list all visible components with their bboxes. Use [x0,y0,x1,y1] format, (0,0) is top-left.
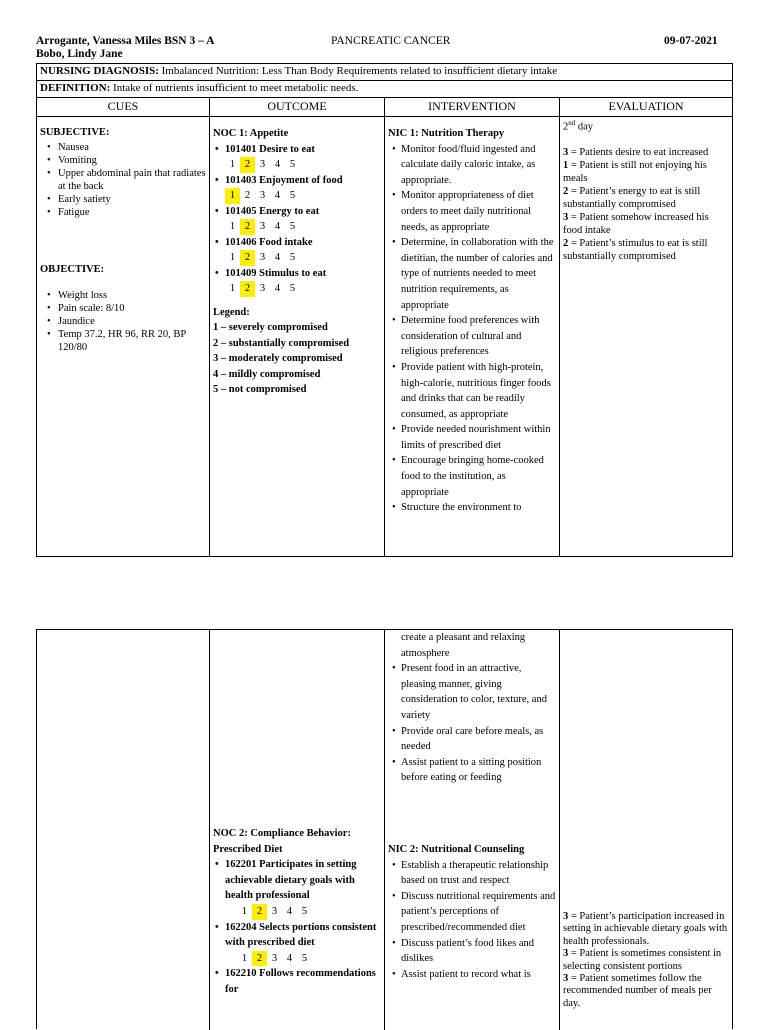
scale-5: 5 [301,905,308,917]
noc1-item-label: 101405 Energy to eat [225,205,320,217]
list-item: • Determine food preferences with consideration of cultural and religious preferences [392,313,556,360]
legend-item: 1 – severely compromised [213,322,328,333]
rating-scale [213,219,381,235]
scale-1: 1 [241,905,248,917]
evaluation-item [563,159,729,185]
list-item: • Structure the environment to [392,500,556,516]
scale-5: 5 [289,221,296,232]
cues-column [37,117,210,556]
evaluation-column [560,117,732,556]
document-date: 09-07-2021 [664,35,718,47]
scale-4: 4 [274,190,281,201]
evaluation-item [563,911,729,948]
legend-title: Legend: [213,306,250,318]
subjective-label: SUBJECTIVE: [40,127,110,138]
nic1-continued-text: create a pleasant and relaxing atmosphere [401,632,526,659]
list-item: • Discuss nutritional requirements and patient’s perceptions of prescribed/recommended diet [392,889,556,936]
scale-3: 3 [259,221,266,232]
scale-4: 4 [286,905,293,917]
noc2-title: NOC 2: Compliance Behavior: [213,828,351,839]
header-cues: CUES [37,98,210,116]
legend-item: 2 – substantially compromised [213,337,350,349]
nursing-diagnosis-row [37,64,732,81]
rating-scale [213,157,381,173]
list-item: • Discuss patient’s food likes and dislikes [392,936,556,967]
evaluation-day [563,117,729,134]
evaluation-item [563,211,729,237]
column-headers [37,98,732,117]
eval-score: 3 [563,911,569,922]
list-item: • Fatigue [40,206,206,219]
intervention-column-continued [385,630,560,1030]
eval-text: = Patient is still not enjoying his meals [563,159,707,184]
list-item: • Present food in an attractive, pleasing manner, giving consideration to color, texture, and variety [392,661,556,723]
cues-column-continued [37,630,210,1030]
scale-2-selected: 2 [240,219,255,235]
day-word: day [577,121,594,133]
intervention-column [385,117,560,556]
scale-1-selected: 1 [225,188,240,204]
noc1-item-label: 101406 Food intake [225,236,313,248]
evaluation-item [563,973,729,1010]
care-plan-table-page-1 [36,63,733,557]
eval-score: 1 [563,159,569,171]
eval-score: 2 [563,185,569,197]
noc2-item [213,920,381,967]
header-evaluation: EVALUATION [608,99,684,113]
noc2-subtitle: Prescribed Diet [213,843,283,855]
scale-2-selected: 2 [252,951,267,967]
legend-item: 4 – mildly compromised [213,368,321,380]
eval-score: 3 [563,948,569,960]
noc1-item [213,204,381,235]
nic2-list [388,858,556,983]
objective-list [40,289,206,354]
scale-2-selected: 2 [252,904,267,920]
list-item: • Monitor food/fluid ingested and calculate daily caloric intake, as appropriate. [392,142,556,189]
care-plan-body-continued [37,630,732,1030]
noc2-list [213,857,381,997]
list-item: • Nausea [40,141,206,154]
scale-5: 5 [301,952,308,964]
list-item: • Weight loss [40,289,206,302]
rating-scale [213,188,381,204]
objective-label: OBJECTIVE: [40,264,105,275]
eval-score: 3 [563,146,569,158]
definition-text: Intake of nutrients insufficient to meet metabolic needs. [113,82,359,94]
nursing-diagnosis-label: NURSING DIAGNOSIS: [40,65,159,77]
list-item: • Temp 37.2, HR 96, RR 20, BP 120/80 [40,328,206,354]
header-intervention: INTERVENTION [385,98,560,116]
scale-5: 5 [289,190,296,201]
scale-1: 1 [229,252,236,263]
list-item: • Pain scale: 8/10 [40,302,206,315]
list-item: • Encourage bringing home-cooked food to the institution, as appropriate [392,453,556,500]
nic1-list [388,142,556,516]
noc1-title: NOC 1: Appetite [213,128,289,139]
scale-4: 4 [274,283,281,294]
scale-4: 4 [274,252,281,263]
noc1-item [213,235,381,266]
noc1-list [213,142,381,297]
noc2-item-label: 162201 Participates in setting achievable dietary goals with health professional [225,859,357,902]
noc2-item-label: 162204 Selects portions consistent with prescribed diet [225,921,377,949]
scale-3: 3 [271,952,278,964]
list-item: • Assist patient to record what is [392,967,556,983]
list-item: • Jaundice [40,315,206,328]
list-item: • Monitor appropriateness of diet orders to meet daily nutritional needs, as appropriate [392,188,556,235]
eval-text: = Patient somehow increased his food intake [563,211,709,236]
evaluation-item [563,237,729,263]
noc1-item-label: 101401 Desire to eat [225,143,315,155]
scale-5: 5 [289,159,296,170]
legend-item: 5 – not compromised [213,384,307,395]
list-item: • Provide needed nourishment within limits of prescribed diet [392,422,556,453]
nic1-title: NIC 1: Nutrition Therapy [388,128,505,139]
list-item: • Provide oral care before meals, as needed [392,724,556,755]
nursing-diagnosis-text: Imbalanced Nutrition: Less Than Body Requirements related to insufficient dietary intake [161,65,558,77]
noc1-item-label: 101403 Enjoyment of food [225,174,343,186]
scale-3: 3 [259,252,266,263]
scale-3: 3 [259,283,266,294]
evaluation-column-continued [560,630,732,1030]
eval-text: = Patient sometimes follow the recommended number of meals per day. [563,973,712,1009]
header-outcome: OUTCOME [210,98,385,116]
eval-text: = Patient’s participation increased in setting in achievable dietary goals with health professionals. [563,911,728,947]
noc1-item [213,266,381,297]
document-title: PANCREATIC CANCER [331,35,451,47]
scale-3: 3 [259,190,266,201]
scale-2-selected: 2 [240,157,255,173]
scale-2-selected: 2 [240,250,255,266]
rating-scale [225,904,381,920]
scale-1: 1 [241,952,248,964]
evaluation-item [563,146,729,159]
noc2-item [213,857,381,919]
scale-1: 1 [229,159,236,170]
definition-row [37,81,732,98]
list-item: • Provide patient with high-protein, high-calorie, nutritious finger foods and drinks that can be readily consumed, as appropriate [392,360,556,422]
scale-5: 5 [289,283,296,294]
eval-text: = Patient is sometimes consistent in selecting consistent portions [563,948,722,972]
care-plan-body [37,117,732,556]
list-item: • Vomiting [40,154,206,167]
list-item: • Upper abdominal pain that radiates at the back [40,167,206,193]
evaluation-item [563,185,729,211]
noc1-item [213,173,381,204]
definition-label: DEFINITION: [40,82,111,94]
eval-score: 3 [563,973,569,985]
nic2-title: NIC 2: Nutritional Counseling [388,843,525,855]
noc1-item [213,142,381,173]
day-suffix: nd [568,119,576,127]
scale-2: 2 [244,190,251,201]
scale-5: 5 [289,252,296,263]
list-item: • Early satiety [40,193,206,206]
nic1-list-continued [388,661,556,786]
rating-scale [225,951,381,967]
noc2-item [213,966,381,997]
scale-1: 1 [229,283,236,294]
eval-text: = Patients desire to eat increased [568,146,709,158]
list-item: • Assist patient to a sitting position before eating or feeding [392,755,556,786]
scale-3: 3 [271,905,278,917]
scale-1: 1 [229,221,236,232]
scale-4: 4 [274,221,281,232]
authors-line-1: Arrogante, Vanessa Miles BSN 3 – A [36,35,215,47]
eval-text: = Patient’s energy to eat is still substantially compromised [563,185,701,210]
eval-score: 3 [563,211,569,223]
rating-scale [213,281,381,297]
list-item: • Determine, in collaboration with the dietitian, the number of calories and type of nutrients needed to meet nutrition requirements, as appropriate [392,235,556,313]
authors-line-2: Bobo, Lindy Jane [36,48,123,60]
noc2-item-label: 162210 Follows recommendations for [225,968,376,995]
scale-3: 3 [259,159,266,170]
eval-text: = Patient’s stimulus to eat is still substantially compromised [563,237,708,262]
outcome-column-continued [210,630,385,1030]
legend-item: 3 – moderately compromised [213,353,343,364]
scale-4: 4 [274,159,281,170]
eval-score: 2 [563,237,569,249]
rating-scale [213,250,381,266]
list-item: • Establish a therapeutic relationship based on trust and respect [392,858,556,889]
noc1-item-label: 101409 Stimulus to eat [225,267,327,279]
care-plan-table-page-2 [36,629,733,1029]
day-number: 2 [563,121,569,133]
scale-2-selected: 2 [240,281,255,297]
outcome-column [210,117,385,556]
subjective-list [40,141,206,219]
scale-4: 4 [286,952,293,964]
evaluation-item [563,948,729,973]
